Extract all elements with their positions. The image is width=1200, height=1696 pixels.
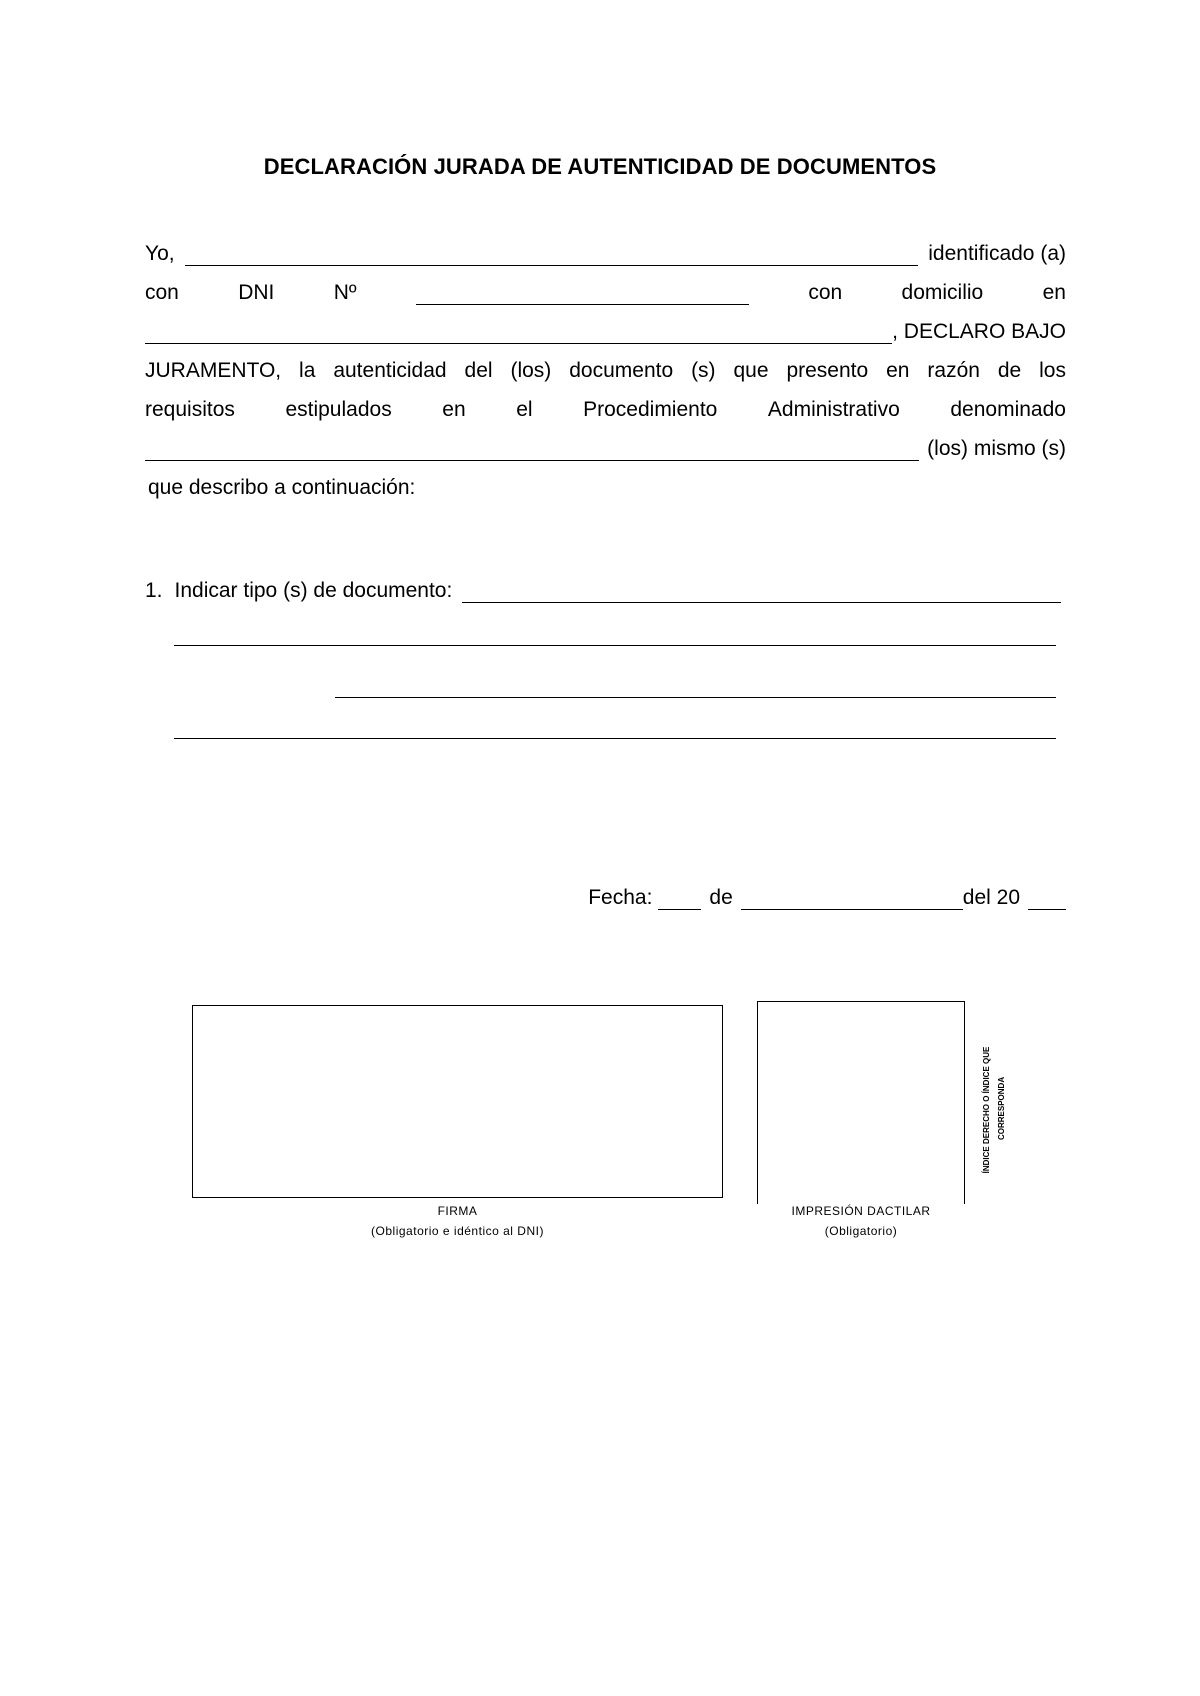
signature-label: FIRMA xyxy=(437,1204,478,1218)
word: presento xyxy=(786,359,869,382)
document-title: DECLARACIÓN JURADA DE AUTENTICIDAD DE DOCUMENTOS xyxy=(263,154,937,179)
word: JURAMENTO, xyxy=(145,359,282,382)
text-domicilio: domicilio xyxy=(901,281,984,304)
word: Administrativo xyxy=(767,398,900,421)
document-type-blank[interactable] xyxy=(462,582,1061,603)
text-con-2: con xyxy=(808,281,843,304)
year-blank[interactable] xyxy=(1028,889,1066,910)
text-numero: Nº xyxy=(333,281,357,304)
fingerprint-note: (Obligatorio) xyxy=(824,1224,898,1238)
signature-box[interactable] xyxy=(192,1005,723,1198)
word: requisitos xyxy=(145,398,235,421)
text-yo: Yo, xyxy=(145,242,175,265)
word: que xyxy=(733,359,769,382)
text-del: del 20 xyxy=(962,886,1020,909)
text-describo: que describo a continuación: xyxy=(148,476,416,499)
document-type-blank-2[interactable] xyxy=(174,645,1056,646)
text-con: con xyxy=(145,281,179,304)
fingerprint-side-text-2: CORRESPONDA xyxy=(997,1076,1006,1140)
text-de: de xyxy=(709,886,733,909)
word: en xyxy=(886,359,910,382)
date-line xyxy=(588,886,1066,910)
word: de xyxy=(997,359,1022,382)
list-item-1 xyxy=(145,575,1061,603)
signature-note: (Obligatorio e idéntico al DNI) xyxy=(371,1224,544,1238)
word: Procedimiento xyxy=(583,398,718,421)
document-type-blank-4[interactable] xyxy=(174,738,1056,739)
document-type-blank-3[interactable] xyxy=(335,697,1056,698)
word: razón xyxy=(927,359,980,382)
word: del xyxy=(464,359,493,382)
paragraph-line-7 xyxy=(148,472,1069,500)
paragraph-line-5 xyxy=(145,394,1066,422)
procedure-blank[interactable] xyxy=(145,440,919,461)
text-declaro: , DECLARO BAJO xyxy=(892,320,1066,343)
fingerprint-box[interactable] xyxy=(757,1001,965,1211)
text-dni: DNI xyxy=(238,281,275,304)
word: la xyxy=(299,359,316,382)
day-blank[interactable] xyxy=(658,889,701,910)
word: denominado xyxy=(950,398,1066,421)
dni-blank[interactable] xyxy=(416,284,749,305)
word: en xyxy=(442,398,466,421)
paragraph-line-2 xyxy=(145,277,1066,305)
word: (s) xyxy=(691,359,716,382)
word: los xyxy=(1039,359,1066,382)
text-en: en xyxy=(1042,281,1066,304)
word: (los) xyxy=(510,359,552,382)
fingerprint-label: IMPRESIÓN DACTILAR xyxy=(757,1204,965,1218)
text-identificado: identificado (a) xyxy=(928,242,1066,265)
paragraph-line-1 xyxy=(145,238,1066,266)
word: documento xyxy=(569,359,674,382)
word: el xyxy=(516,398,533,421)
text-fecha: Fecha: xyxy=(588,886,653,909)
word: estipulados xyxy=(285,398,392,421)
text-los-mismo: (los) mismo (s) xyxy=(927,437,1066,460)
word: autenticidad xyxy=(333,359,447,382)
list-label: Indicar tipo (s) de documento: xyxy=(174,579,453,602)
list-number: 1. xyxy=(145,579,163,602)
paragraph-line-4 xyxy=(145,355,1066,383)
paragraph-line-6 xyxy=(145,433,1066,461)
paragraph-line-3 xyxy=(145,316,1066,344)
fingerprint-side-text-1: ÍNDICE DERECHO O ÍNDICE QUE xyxy=(982,1046,991,1174)
address-blank[interactable] xyxy=(145,323,892,344)
name-blank[interactable] xyxy=(185,245,919,266)
month-blank[interactable] xyxy=(741,889,963,910)
